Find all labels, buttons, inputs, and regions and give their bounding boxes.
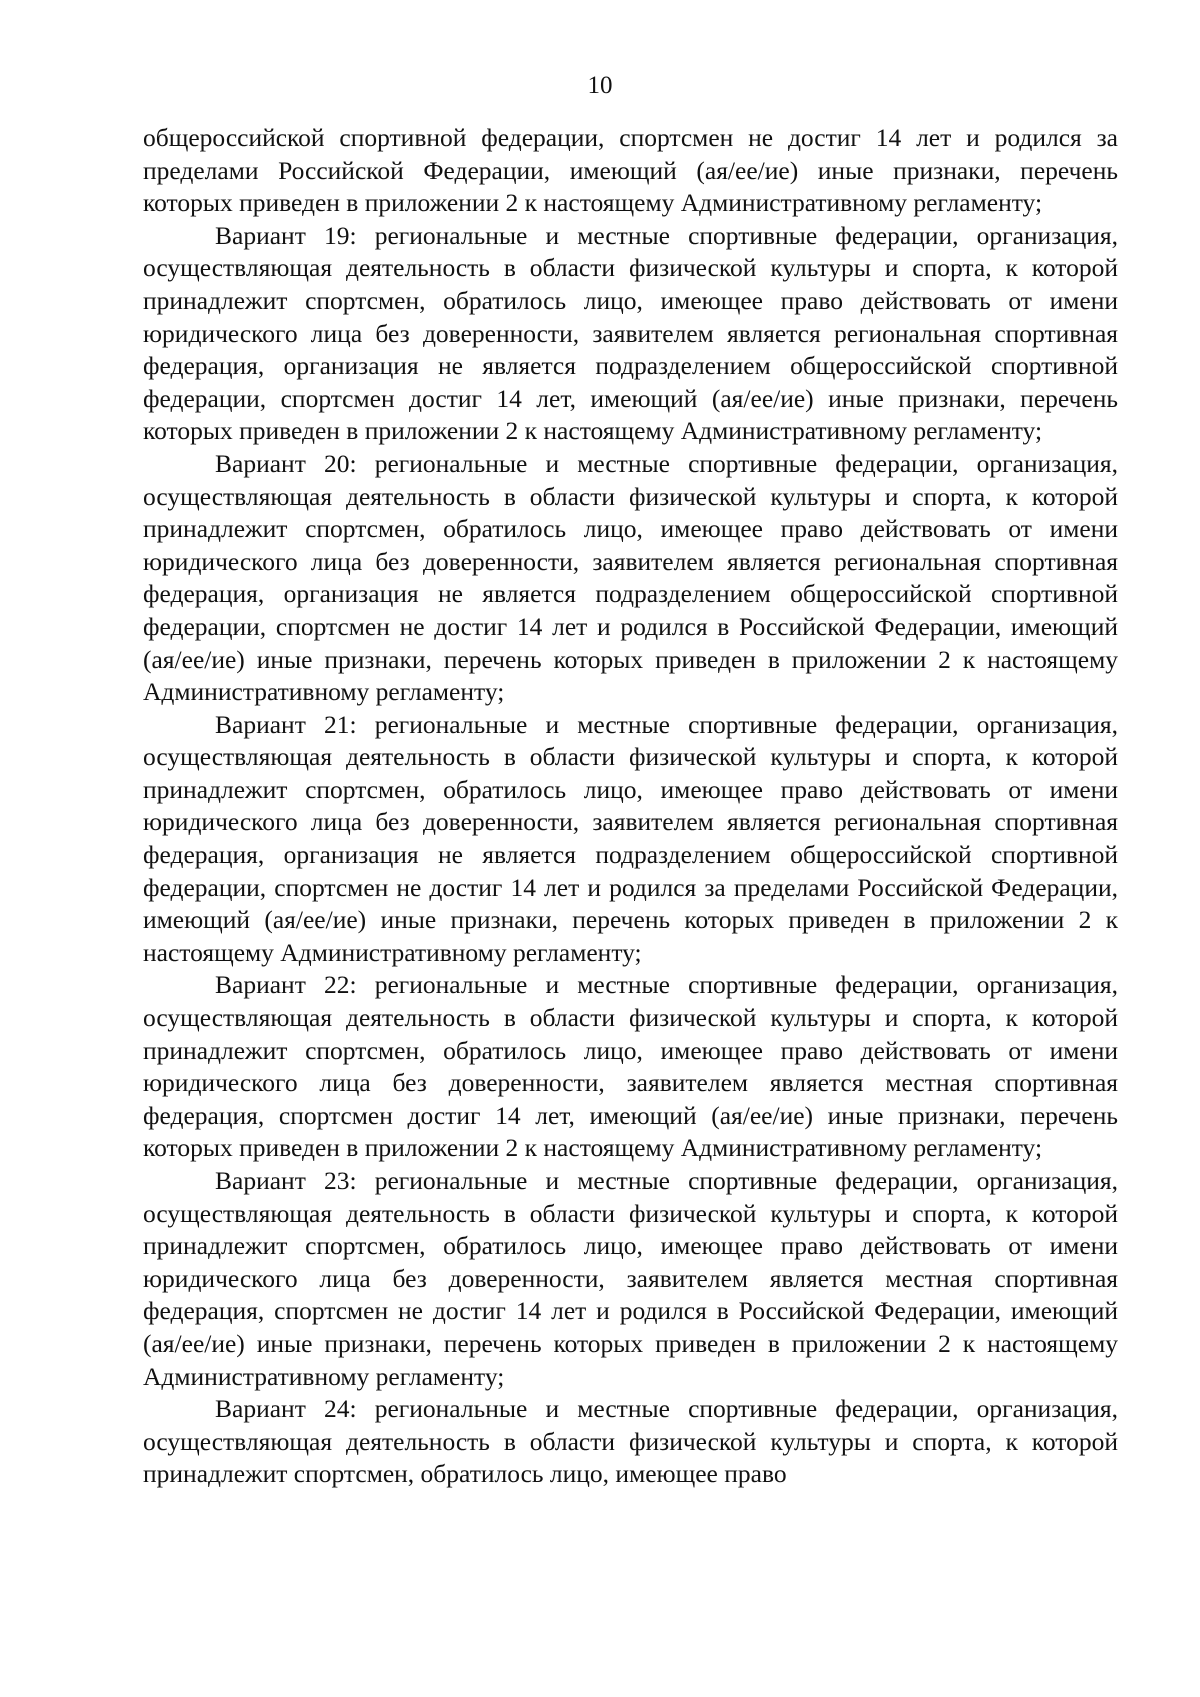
paragraph-variant-19: Вариант 19: региональные и местные спортивные федерации, организация, осуществляющая деятельность в области физической культуры и спорта, к которой принадлежит спортсмен, обратилось лицо, имеющее право действовать от имени юридического лица без доверенности, заявителем является региональная спортивная федерация, организация не является подразделением общероссийской спортивной федерации, спортсмен достиг 14 лет, имеющий (ая/ее/ие) иные признаки, перечень которых приведен в приложении 2 к настоящему Административному регламенту; bbox=[143, 220, 1118, 446]
paragraph-variant-24: Вариант 24: региональные и местные спортивные федерации, организация, осуществляющая деятельность в области физической культуры и спорта, к которой принадлежит спортсмен, обратилось лицо, имеющее право bbox=[143, 1394, 1118, 1489]
document-body bbox=[143, 122, 1118, 1491]
paragraph-variant-21: Вариант 21: региональные и местные спортивные федерации, организация, осуществляющая деятельность в области физической культуры и спорта, к которой принадлежит спортсмен, обратилось лицо, имеющее право действовать от имени юридического лица без доверенности, заявителем является региональная спортивная федерация, организация не является подразделением общероссийской спортивной федерации, спортсмен не достиг 14 лет и родился за пределами Российской Федерации, имеющий (ая/ее/ие) иные признаки, перечень которых приведен в приложении 2 к настоящему Административному регламенту; bbox=[143, 709, 1118, 967]
paragraph-continuation: общероссийской спортивной федерации, спортсмен не достиг 14 лет и родился за пределами Российской Федерации, имеющий (ая/ее/ие) иные признаки, перечень которых приведен в приложении 2 к настоящему Административному регламенту; bbox=[143, 123, 1118, 218]
page-number: 10 bbox=[587, 72, 613, 99]
paragraph-variant-22: Вариант 22: региональные и местные спортивные федерации, организация, осуществляющая деятельность в области физической культуры и спорта, к которой принадлежит спортсмен, обратилось лицо, имеющее право действовать от имени юридического лица без доверенности, заявителем является местная спортивная федерация, спортсмен достиг 14 лет, имеющий (ая/ее/ие) иные признаки, перечень которых приведен в приложении 2 к настоящему Административному регламенту; bbox=[143, 970, 1118, 1163]
paragraph-variant-20: Вариант 20: региональные и местные спортивные федерации, организация, осуществляющая деятельность в области физической культуры и спорта, к которой принадлежит спортсмен, обратилось лицо, имеющее право действовать от имени юридического лица без доверенности, заявителем является региональная спортивная федерация, организация не является подразделением общероссийской спортивной федерации, спортсмен не достиг 14 лет и родился в Российской Федерации, имеющий (ая/ее/ие) иные признаки, перечень которых приведен в приложении 2 к настоящему Административному регламенту; bbox=[143, 448, 1118, 707]
paragraph-variant-23: Вариант 23: региональные и местные спортивные федерации, организация, осуществляющая деятельность в области физической культуры и спорта, к которой принадлежит спортсмен, обратилось лицо, имеющее право действовать от имени юридического лица без доверенности, заявителем является местная спортивная федерация, спортсмен не достиг 14 лет и родился в Российской Федерации, имеющий (ая/ее/ие) иные признаки, перечень которых приведен в приложении 2 к настоящему Административному регламенту; bbox=[143, 1166, 1118, 1391]
